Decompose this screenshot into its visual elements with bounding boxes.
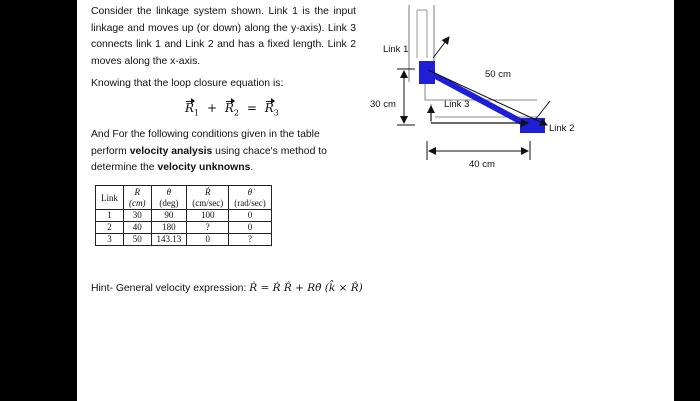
link3-dimension-line [433, 37, 449, 58]
table-row: 1 30 90 100 0 [96, 210, 272, 222]
loop-closure-equation: $R_1 + R_2 = R_3$ [185, 101, 279, 118]
header-theta-dot: θ̇ (rad/sec) [229, 186, 271, 210]
header-theta: θ (deg) [151, 186, 187, 210]
vector-r1: R [185, 101, 195, 115]
horizontal-dimension-label: 40 cm [469, 159, 495, 170]
link3-length-label: 50 cm [485, 69, 511, 80]
link2-block [520, 118, 545, 133]
velocity-expression: Ṙ = Ṙ R̂ + Rθ̇ (k̂ × R̂) [249, 282, 363, 294]
linkage-diagram [77, 0, 674, 401]
velocity-analysis-emphasis: velocity analysis [129, 145, 213, 157]
equation-prompt: Knowing that the loop closure equation is: [91, 78, 284, 89]
header-r-dot: Ṙ (cm/sec) [187, 186, 229, 210]
link3-label: Link 3 [444, 99, 470, 110]
velocity-unknowns-emphasis: velocity unknowns [157, 162, 251, 173]
hint-text: Hint- General velocity expression: Ṙ = Ṙ R̂ + Rθ̇ (k̂ × R̂) [91, 282, 363, 294]
link3-dimension-line-end [535, 101, 550, 120]
header-link: Link [96, 186, 124, 210]
vector-r3: R [264, 101, 274, 115]
problem-intro: Consider the linkage system shown. Link 1 is the input linkage and moves up (or down) along the y-axis). Link 3 connects link 1 and Link 2 and has a fixed length. Link 2 moves along the x-axis. [91, 6, 356, 67]
link1-guide-inner [417, 10, 427, 58]
header-r: R (cm) [124, 186, 152, 210]
problem-page [77, 0, 674, 401]
table-row: 3 50 143.13 0 ? [96, 234, 272, 246]
vector-r2: R [224, 101, 234, 115]
link2-label: Link 2 [549, 123, 575, 134]
conditions-text: And For the following conditions given in the table perform velocity analysis using chace's method to determine the velocity unknowns. [91, 129, 327, 173]
vertical-dimension-label: 30 cm [370, 99, 396, 110]
table-row: 2 40 180 ? 0 [96, 222, 272, 234]
link1-label: Link 1 [383, 44, 409, 55]
